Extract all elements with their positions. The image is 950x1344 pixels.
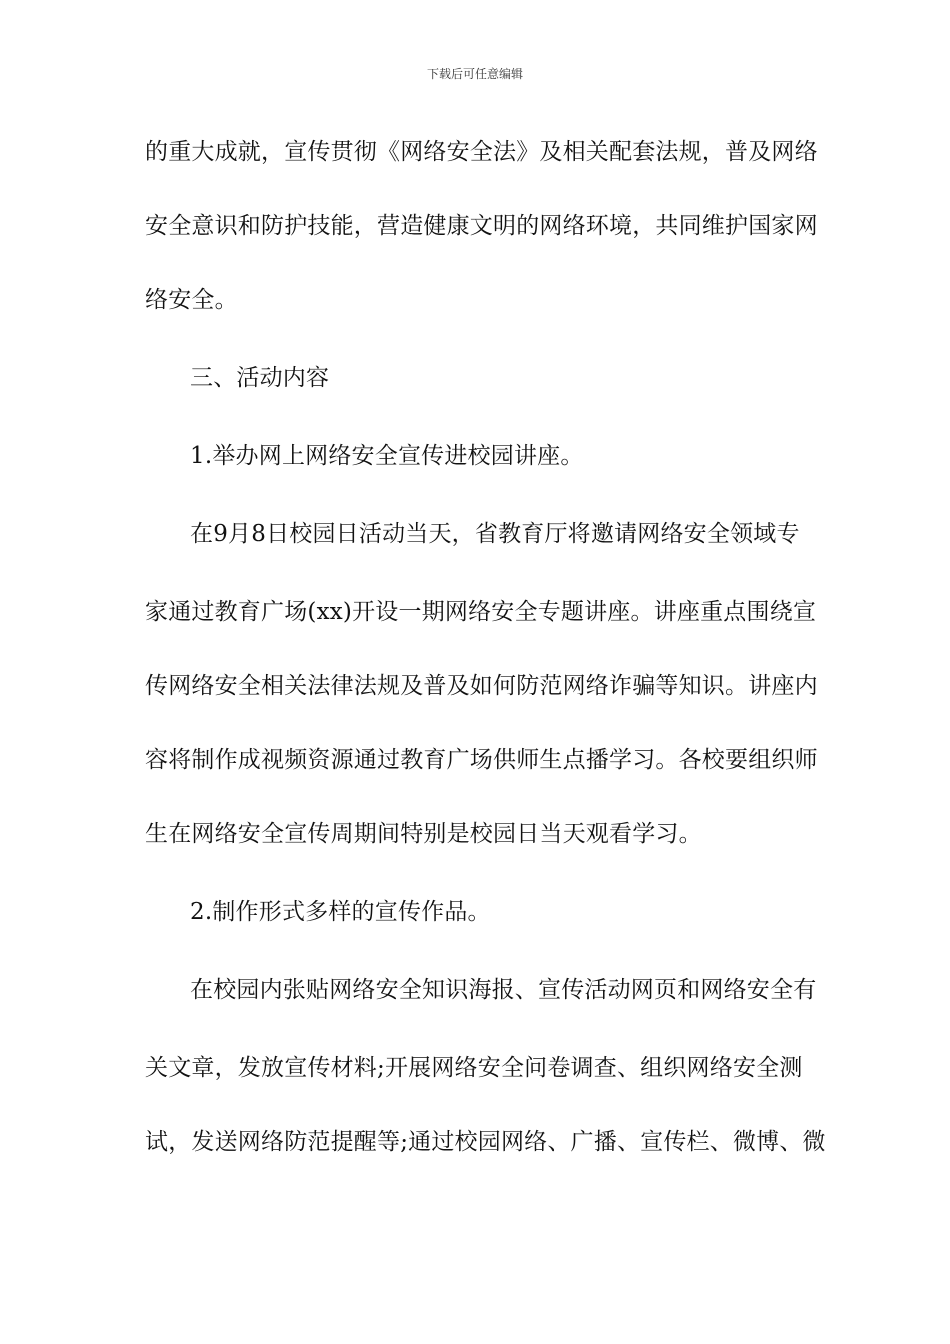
item-title: 1.举办网上网络安全宣传进校园讲座。 <box>190 443 584 469</box>
paragraph-line: 生在网络安全宣传周期间特别是校园日当天观看学习。 <box>145 821 702 847</box>
paragraph-line: 容将制作成视频资源通过教育广场供师生点播学习。各校要组织师 <box>145 747 818 773</box>
paragraph-line: 家通过教育广场(xx)开设一期网络安全专题讲座。讲座重点围绕宣 <box>145 599 817 625</box>
paragraph-line: 关文章，发放宣传材料;开展网络安全问卷调查、组织网络安全测 <box>145 1055 803 1081</box>
paragraph-line: 的重大成就，宣传贯彻《网络安全法》及相关配套法规，普及网络 <box>145 139 818 165</box>
item-title: 2.制作形式多样的宣传作品。 <box>190 899 491 925</box>
paragraph-line: 试，发送网络防范提醒等;通过校园网络、广播、宣传栏、微博、微 <box>145 1129 826 1155</box>
paragraph-line: 传网络安全相关法律法规及普及如何防范网络诈骗等知识。讲座内 <box>145 673 818 699</box>
paragraph-line: 络安全。 <box>145 287 238 313</box>
paragraph-line: 在校园内张贴网络安全知识海报、宣传活动网页和网络安全有 <box>190 977 817 1003</box>
paragraph-line: 安全意识和防护技能，营造健康文明的网络环境，共同维护国家网 <box>145 213 818 239</box>
section-heading: 三、活动内容 <box>190 365 330 391</box>
page-header: 下载后可任意编辑 <box>426 67 523 81</box>
paragraph-line: 在9月8日校园日活动当天，省教育厅将邀请网络安全领域专 <box>190 521 800 547</box>
